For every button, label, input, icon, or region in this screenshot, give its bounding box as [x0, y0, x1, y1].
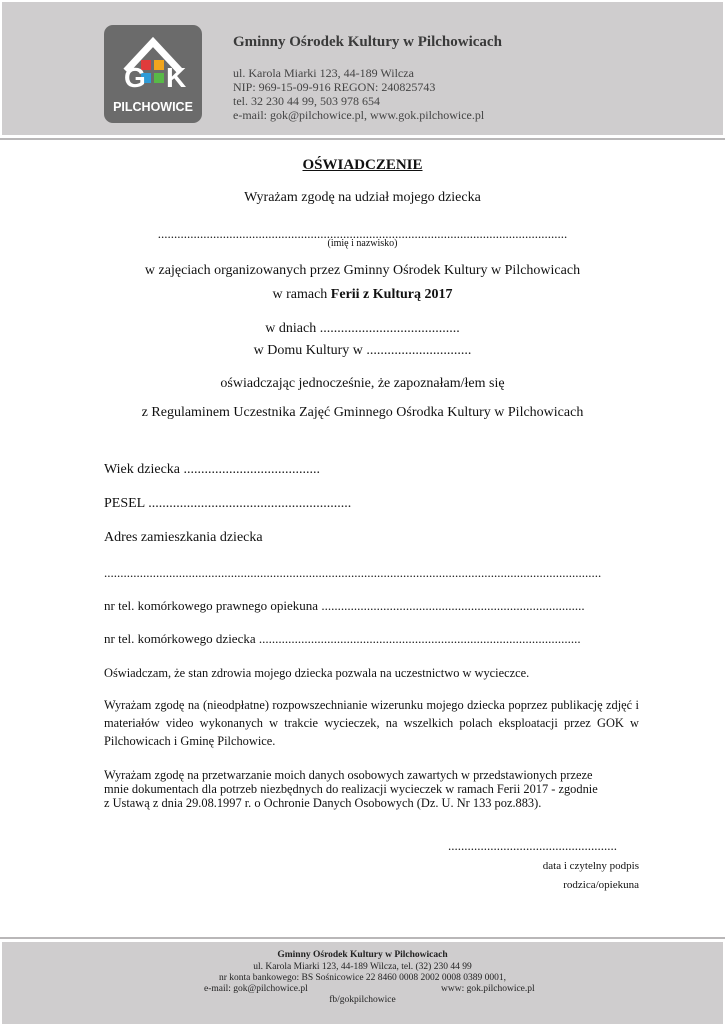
activities-line: w zajęciach organizowanych przez Gminny Ośrodek Kultury w Pilchowicach — [144, 263, 581, 278]
footer-fb: fb/gokpilchowice — [329, 995, 396, 1005]
event-name: Ferii z Kulturą 2017 — [330, 287, 453, 302]
house-field: w Domu Kultury w .............................. — [253, 343, 472, 358]
days-field: w dniach ........................................ — [265, 321, 460, 336]
age-field: Wiek dziecka ....................................... — [104, 462, 321, 477]
letterhead-divider — [0, 138, 725, 140]
org-nip-regon: NIP: 969-15-09-916 REGON: 240825743 — [233, 80, 436, 94]
consent-intro: Wyrażam zgodę na udział mojego dziecka — [244, 190, 481, 205]
signature-caption-2: rodzica/opiekuna — [563, 879, 639, 891]
house-logo-icon — [104, 25, 202, 123]
event-prefix: w ramach — [272, 287, 328, 302]
org-email: e-mail: gok@pilchowice.pl, www.gok.pilchowice.pl — [233, 108, 485, 122]
org-tel: tel. 32 230 44 99, 503 978 654 — [233, 94, 380, 108]
event-line — [0, 287, 725, 303]
child-phone-field: nr tel. komórkowego dziecka ................................................................................................... — [104, 631, 581, 646]
logo-wordmark: PILCHOWICE — [113, 100, 193, 114]
footer-address: ul. Karola Miarki 123, 44-189 Wilcza, tel. (32) 230 44 99 — [253, 962, 472, 972]
signature-caption-1: data i czytelny podpis — [542, 860, 639, 872]
org-address: ul. Karola Miarki 123, 44-189 Wilcza — [233, 66, 414, 80]
guardian-phone-field: nr tel. komórkowego prawnego opiekuna ................................................................................. — [104, 598, 585, 613]
gok-logo — [104, 25, 202, 123]
name-caption: (imię i nazwisko) — [327, 238, 398, 249]
footer-divider — [0, 937, 725, 939]
data-consent-line-1: Wyrażam zgodę na przetwarzanie moich danych osobowych zawartych w przedstawionych przeze — [104, 768, 593, 782]
regulations-line: z Regulaminem Uczestnika Zajęć Gminnego Ośrodka Kultury w Pilchowicach — [141, 405, 584, 420]
data-consent-line-3: z Ustawą z dnia 29.08.1997 r. o Ochronie Danych Osobowych (Dz. U. Nr 133 poz.883). — [104, 796, 542, 810]
name-field: .............................................................................................................................. — [157, 226, 568, 241]
footer-email: e-mail: gok@pilchowice.pl — [204, 984, 308, 994]
health-statement: Oświadczam, że stan zdrowia mojego dziecka pozwala na uczestnictwo w wycieczce. — [104, 666, 530, 680]
pesel-field: PESEL .......................................................... — [104, 496, 352, 511]
declare-line: oświadczając jednocześnie, że zapoznałam/łem się — [220, 376, 505, 391]
org-name: Gminny Ośrodek Kultury w Pilchowicach — [233, 34, 502, 50]
page-title: OŚWIADCZENIE — [302, 157, 423, 173]
logo-letter-g: G — [124, 62, 146, 93]
logo-letter-k: K — [166, 62, 187, 93]
footer-bank: nr konta bankowego: BS Sośnicowice 22 8460 0008 2002 0008 0389 0001, — [218, 973, 507, 983]
address-label: Adres zamieszkania dziecka — [104, 530, 263, 545]
footer-www: www: gok.pilchowice.pl — [441, 984, 535, 994]
address-field: ......................................................................................................................................................... — [104, 565, 602, 580]
footer-org-name: Gminny Ośrodek Kultury w Pilchowicach — [277, 950, 448, 960]
data-consent-line-2: mnie dokumentach dla potrzeb niezbędnych do realizacji wycieczek w ramach Ferii 2017 - zgodnie — [104, 782, 598, 796]
image-consent: Wyrażam zgodę na (nieodpłatne) rozpowszechnianie wizerunku mojego dziecka poprzez publikację zdjęć i materiałów video wykonanych w trakcie wycieczek, na wszelkich polach eksploatacji przez GOK w Pilchowicach i Gminę Pilchowice. — [104, 698, 639, 748]
signature-field: .................................................... — [448, 838, 617, 853]
